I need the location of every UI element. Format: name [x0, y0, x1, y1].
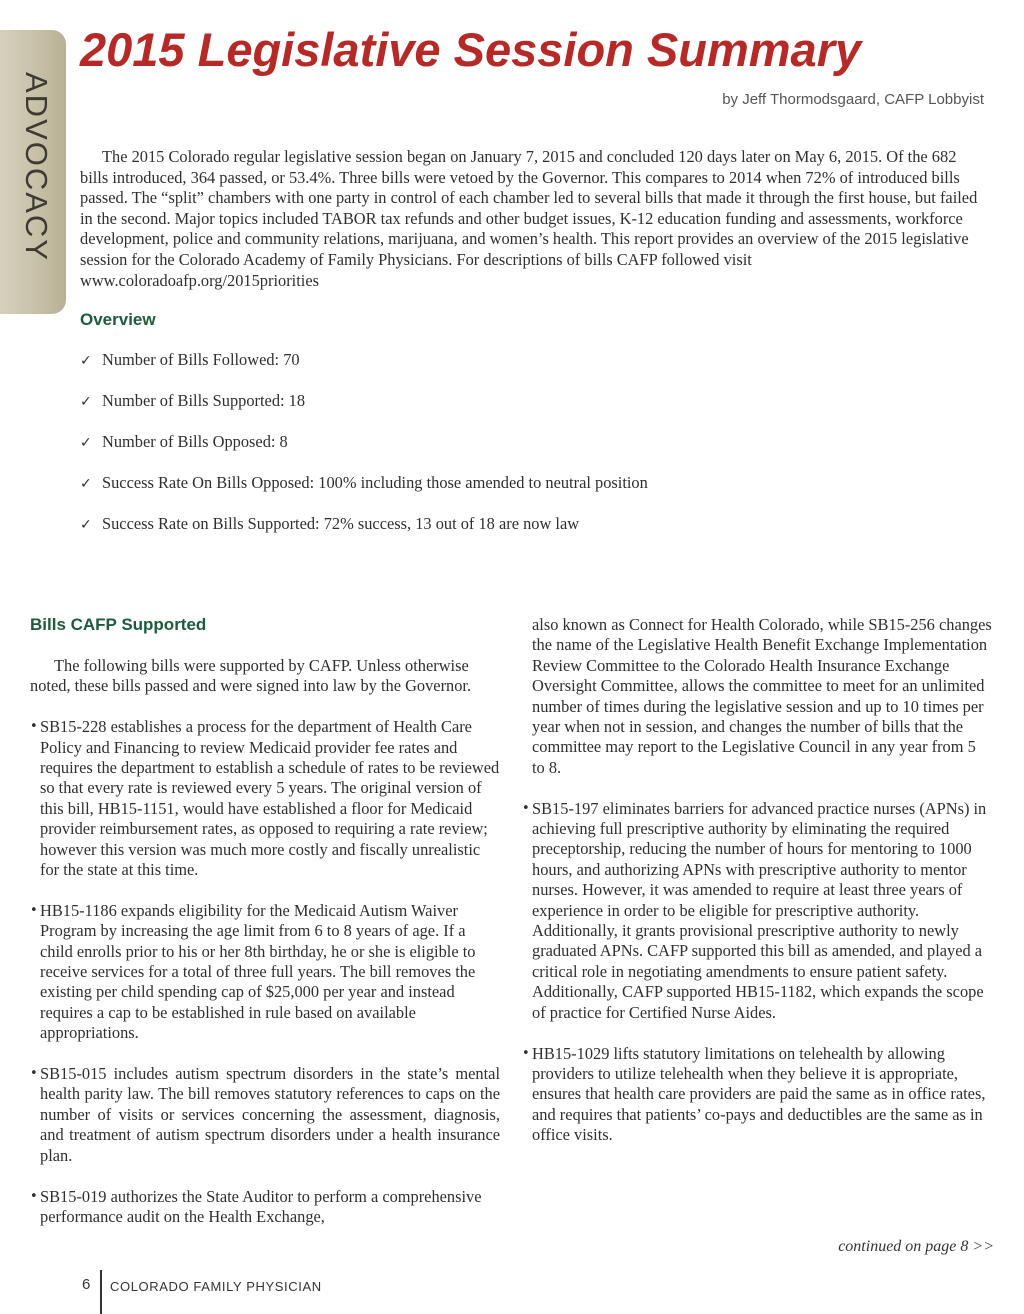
footer-divider	[100, 1270, 102, 1314]
bill-text: HB15-1186 expands eligibility for the Medicaid Autism Waiver Program by increasing the age limit from 6 to 8 years of age. If a child enrolls prior to his or her 8th birthday, he or she is eligible to receive services for a total of three full years. The bill removes the existing per child spending cap of $25,000 per year and instead requires a cap to be established in rule based on available appropriations.	[40, 900, 476, 1043]
page-title: 2015 Legislative Session Summary	[80, 23, 862, 76]
intro-paragraph: The 2015 Colorado regular legislative session began on January 7, 2015 and concluded 120 days later on May 6, 2015. Of the 682 bills introduced, 364 passed, or 53.4%. Three bills were vetoed by the Governor. This compares to 2014 when 72% of introduced bills passed. The “split” chambers with one party in control of each chamber led to several bills that made it through the first house, but failed in the second. Major topics included TABOR tax refunds and other budget issues, K-12 education funding and assessments, workforce development, police and community relations, marijuana, and women’s health. This report provides an overview of the 2015 legislative session for the Colorado Academy of Family Physicians. For descriptions of bills CAFP followed visit www.coloradoafp.org/2015priorities	[80, 147, 978, 290]
bill-text: HB15-1029 lifts statutory limitations on telehealth by allowing providers to utilize telehealth when they believe it is appropriate, ensures that health care providers are paid the same as in office rates, and requires that patients’ co-pays and deductibles are the same as in office visits.	[532, 1043, 986, 1145]
checkmark-icon: ✓	[80, 476, 92, 492]
bullet-icon: •	[30, 1066, 38, 1082]
author-byline: by Jeff Thormodsgaard, CAFP Lobbyist	[722, 91, 984, 108]
bill-text: SB15-015 includes autism spectrum disorders in the state’s mental health parity law. The bill removes statutory references to caps on the number of visits or services concerning the assessment, diagnosis, and treatment of autism spectrum disorders under a health insurance plan.	[40, 1064, 500, 1165]
bill-text: SB15-019 authorizes the State Auditor to perform a comprehensive performance audit on the Health Exchange,	[40, 1186, 482, 1226]
overview-item	[80, 432, 780, 473]
section-label: ADVOCACY	[19, 72, 54, 262]
section-side-tab	[0, 30, 66, 314]
continued-note: continued on page 8 >>	[838, 1238, 994, 1255]
bullet-icon: •	[522, 800, 530, 816]
bullet-icon: •	[30, 1188, 38, 1204]
overview-item-text: Number of Bills Supported: 18	[102, 391, 306, 410]
overview-item	[80, 391, 780, 432]
bullet-icon: •	[522, 1045, 530, 1061]
bill-item	[30, 901, 500, 1044]
checkmark-icon: ✓	[80, 394, 92, 410]
bill-continuation: also known as Connect for Health Colorado, while SB15-256 changes the name of the Legislative Health Benefit Exchange Implementation Review Committee to the Colorado Health Insurance Exchange Oversight Committee, allows the committee to meet for an unlimited number of times during the legislative session and up to 10 times per year when not in session, and changes the number of bills that the committee may report to the Legislative Council in any year from 5 to 8.	[532, 615, 992, 777]
overview-list	[80, 350, 780, 555]
overview-item	[80, 514, 780, 555]
overview-item-text: Number of Bills Followed: 70	[102, 350, 300, 369]
bill-text: SB15-228 establishes a process for the department of Health Care Policy and Financing to review Medicaid provider fee rates and requires the department to establish a schedule of rates to be reviewed so that every rate is reviewed every 5 years. The original version of this bill, HB15-1151, would have established a floor for Medicaid provider reimbursement rates, as opposed to requiring a rate review; however this version was much more costly and fiscally unrealistic for the state at this time.	[40, 717, 500, 880]
overview-heading: Overview	[80, 310, 156, 329]
overview-item	[80, 350, 780, 391]
checkmark-icon: ✓	[80, 517, 92, 533]
supported-heading: Bills CAFP Supported	[30, 615, 207, 634]
bill-item	[522, 799, 992, 1023]
left-column	[30, 656, 500, 1248]
right-column	[522, 615, 992, 1166]
page-number: 6	[82, 1276, 91, 1293]
overview-item-text: Number of Bills Opposed: 8	[102, 432, 288, 451]
bullet-icon: •	[30, 902, 38, 918]
bill-text: SB15-197 eliminates barriers for advanced practice nurses (APNs) in achieving full prescriptive authority by eliminating the required preceptorship, reducing the number of hours for mentoring to 1000 hours, and authorizing APNs with prescriptive authority to mentor nurses. However, it was amended to require at least three years of experience in order to be eligible for prescriptive authority. Additionally, it grants provisional prescriptive authority to newly graduated APNs. CAFP supported this bill as amended, and played a critical role in negotiating amendments to ensure patient safety. Additionally, CAFP supported HB15-1182, which expands the scope of practice for Certified Nurse Aides.	[532, 798, 987, 1022]
overview-item	[80, 473, 780, 514]
supported-intro: The following bills were supported by CAFP. Unless otherwise noted, these bills passed and were signed into law by the Governor.	[30, 656, 472, 696]
overview-item-text: Success Rate on Bills Supported: 72% success, 13 out of 18 are now law	[102, 514, 580, 533]
checkmark-icon: ✓	[80, 353, 92, 369]
bill-item	[30, 1187, 500, 1228]
bill-item	[522, 1044, 992, 1146]
bullet-icon: •	[30, 719, 38, 735]
publication-name: COLORADO FAMILY PHYSICIAN	[110, 1279, 322, 1294]
bill-item	[30, 717, 500, 880]
checkmark-icon: ✓	[80, 435, 92, 451]
bill-item	[30, 1064, 500, 1166]
overview-item-text: Success Rate On Bills Opposed: 100% including those amended to neutral position	[102, 473, 648, 492]
